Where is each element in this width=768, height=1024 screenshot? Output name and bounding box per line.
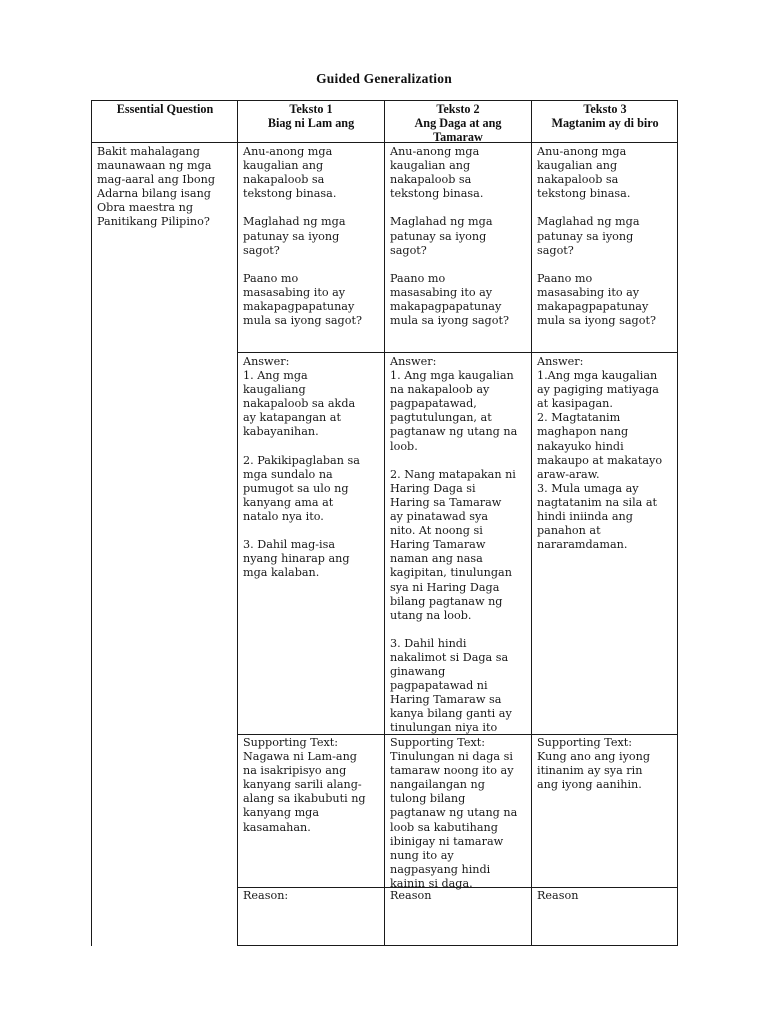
prompt-teksto-3: Anu-anong mga kaugalian ang nakapaloob sa tekstong binasa. Maglahad ng mga patunay sa iyong sagot? Paano mo masasabing ito ay makapagpapatunay mula sa iyong sagot?: [537, 145, 656, 328]
prompt-teksto-2: Anu-anong mga kaugalian ang nakapaloob sa tekstong binasa. Maglahad ng mga patunay sa iyong sagot? Paano mo masasabing ito ay makapagpapatunay mula sa iyong sagot?: [390, 145, 509, 328]
answer-teksto-1: Answer: 1. Ang mga kaugaliang nakapaloob sa akda ay katapangan at kabayanihan. 2. Pakikipaglaban sa mga sundalo na pumugot sa ulo ng kanyang ama at natalo nya ito. 3. Dahil mag-isa nyang hinarap ang mga kalaban.: [243, 355, 360, 580]
supporting-text-teksto-3: Supporting Text: Kung ano ang iyong itinanim ay sya rin ang iyong aanihin.: [537, 736, 651, 792]
prompt-teksto-1: Anu-anong mga kaugalian ang nakapaloob sa tekstong binasa. Maglahad ng mga patunay sa iyong sagot? Paano mo masasabing ito ay makapagpapatunay mula sa iyong sagot?: [243, 145, 362, 328]
header-teksto-2: Teksto 2 Ang Daga at ang Tamaraw: [414, 102, 502, 144]
supporting-text-teksto-1: Supporting Text: Nagawa ni Lam-ang na isakripisyo ang kanyang sarili alang- alang sa ikabubuti ng kanyang mga kasamahan.: [243, 736, 366, 834]
supporting-text-teksto-2: Supporting Text: Tinulungan ni daga si tamaraw noong ito ay nangailangan ng tulong bilang pagtanaw ng utang na loob sa kabutihang ibinigay ni tamaraw nung ito ay nagpasyang hindi kainin si daga.: [390, 736, 518, 890]
header-essential-question: Essential Question: [116, 102, 214, 116]
answer-teksto-3: Answer: 1.Ang mga kaugalian ay pagiging matiyaga at kasipagan. 2. Magtatanim maghapon nang nakayuko hindi makaupo at makatayo araw-araw. 3. Mula umaga ay nagtatanim na sila at hindi iniinda ang panahon at nararamdaman.: [537, 355, 663, 552]
header-teksto-1: Teksto 1 Biag ni Lam ang: [267, 102, 355, 130]
reason-teksto-1: Reason:: [243, 889, 289, 902]
answer-teksto-2: Answer: 1. Ang mga kaugalian na nakapaloob ay pagpapatawad, pagtutulungan, at pagtanaw ng utang na loob. 2. Nang matapakan ni Haring Daga si Haring sa Tamaraw ay pinatawad sya nito. At noong si Haring Tamaraw naman ang nasa kagipitan, tinulungan sya ni Haring Daga bilang pagtanaw ng utang na loob. 3. Dahil hindi nakalimot si Daga sa ginawang pagpapatawad ni Haring Tamaraw sa kanya bilang ganti ay tinulungan niya ito: [390, 355, 518, 735]
essential-question-text: Bakit mahalagang maunawaan ng mga mag-aaral ang Ibong Adarna bilang isang Obra maestra ng Panitikang Pilipino?: [97, 145, 215, 229]
header-teksto-3: Teksto 3 Magtanim ay di biro: [551, 102, 659, 130]
page-title: Guided Generalization: [316, 71, 452, 86]
reason-teksto-2: Reason: [390, 889, 432, 902]
reason-teksto-3: Reason: [537, 889, 579, 902]
